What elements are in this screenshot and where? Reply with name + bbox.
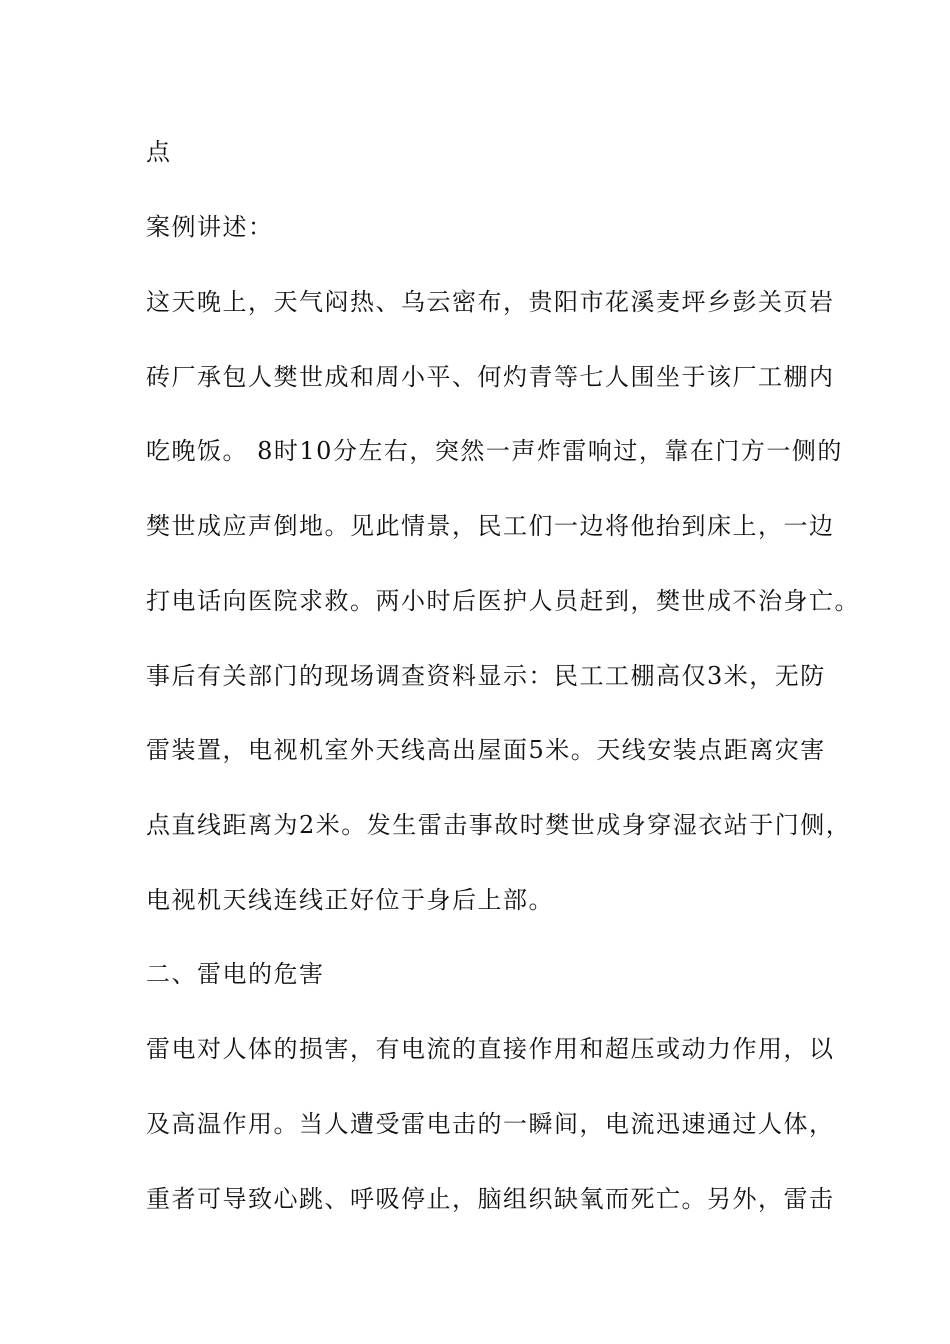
text-line: 雷装置，电视机室外天线高出屋面5米。天线安装点距离灾害 <box>146 736 826 764</box>
text-line: 吃晚饭。 8时10分左右，突然一声炸雷响过，靠在门方一侧的 <box>146 437 843 465</box>
text-line: 这天晚上，天气闷热、乌云密布，贵阳市花溪麦坪乡彭关页岩 <box>146 288 835 316</box>
text-line: 案例讲述： <box>146 213 274 241</box>
section-heading: 二、雷电的危害 <box>146 960 325 988</box>
text-line: 电视机天线连线正好位于身后上部。 <box>146 886 554 914</box>
text-line: 樊世成应声倒地。见此情景，民工们一边将他抬到床上，一边 <box>146 512 835 540</box>
text-line: 雷电对人体的损害，有电流的直接作用和超压或动力作用，以 <box>146 1035 835 1063</box>
text-line: 重者可导致心跳、呼吸停止，脑组织缺氧而死亡。另外，雷击 <box>146 1185 835 1213</box>
text-line: 点 <box>146 138 172 166</box>
text-line: 点直线距离为2米。发生雷击事故时樊世成身穿湿衣站于门侧， <box>146 811 852 839</box>
text-line: 事后有关部门的现场调查资料显示：民工工棚高仅3米，无防 <box>146 662 826 690</box>
text-line: 及高温作用。当人遭受雷电击的一瞬间，电流迅速通过人体， <box>146 1110 835 1138</box>
text-line: 打电话向医院求救。两小时后医护人员赶到，樊世成不治身亡。 <box>146 587 860 615</box>
text-line: 砖厂承包人樊世成和周小平、何灼青等七人围坐于该厂工棚内 <box>146 363 835 391</box>
